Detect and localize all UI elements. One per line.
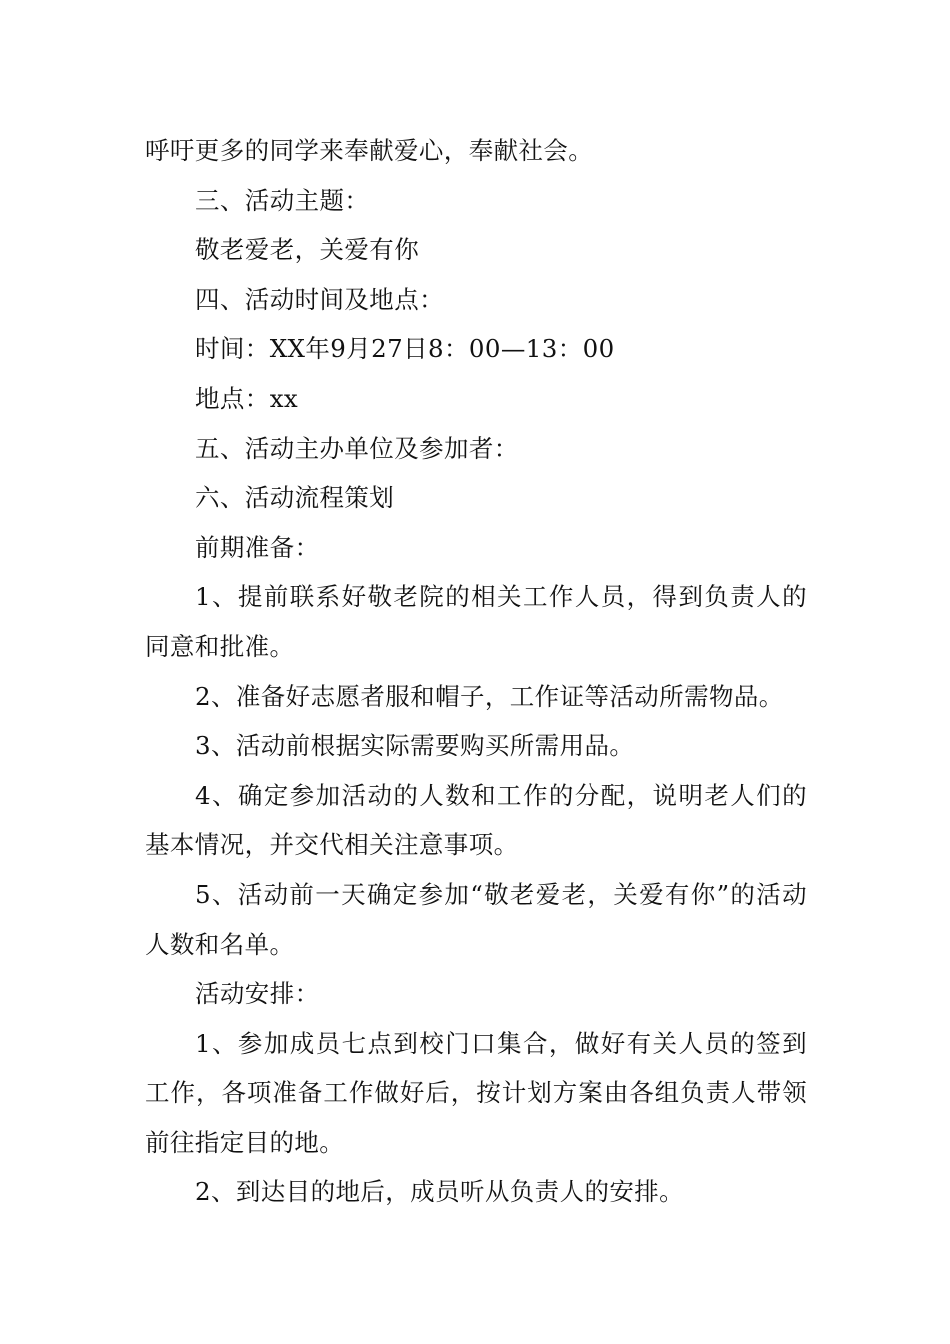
list-item: 4、确定参加活动的人数和工作的分配，说明老人们的基本情况，并交代相关注意事项。: [145, 780, 807, 860]
paragraph-place: 地点：xx: [195, 383, 299, 413]
paragraph-theme: 敬老爱老，关爱有你: [195, 235, 420, 265]
heading-process: 六、活动流程策划: [195, 483, 395, 513]
paragraph-time: 时间：XX年9月27日8：00—13：00: [195, 334, 615, 364]
list-item: 2、到达目的地后，成员听从负责人的安排。: [195, 1177, 685, 1207]
subheading-preparation: 前期准备：: [195, 532, 320, 562]
list-item: 2、准备好志愿者服和帽子，工作证等活动所需物品。: [195, 681, 784, 711]
list-item: 1、提前联系好敬老院的相关工作人员，得到负责人的同意和批准。: [145, 582, 807, 661]
subheading-arrangement: 活动安排：: [195, 979, 320, 1009]
list-item: 1、参加成员七点到校门口集合，做好有关人员的签到工作，各项准备工作做好后，按计划方案由各组负责人带领前往指定目的地。: [145, 1028, 807, 1157]
list-item: 3、活动前根据实际需要购买所需用品。: [195, 731, 635, 761]
list-item: 5、活动前一天确定参加“敬老爱老，关爱有你”的活动人数和名单。: [145, 879, 807, 959]
heading-activity-theme: 三、活动主题：: [195, 185, 370, 215]
heading-organizer: 五、活动主办单位及参加者：: [195, 433, 519, 463]
paragraph-intro-continuation: 呼吁更多的同学来奉献爱心，奉献社会。: [145, 136, 594, 165]
heading-time-place: 四、活动时间及地点：: [195, 284, 444, 314]
document-body: [145, 126, 807, 1217]
